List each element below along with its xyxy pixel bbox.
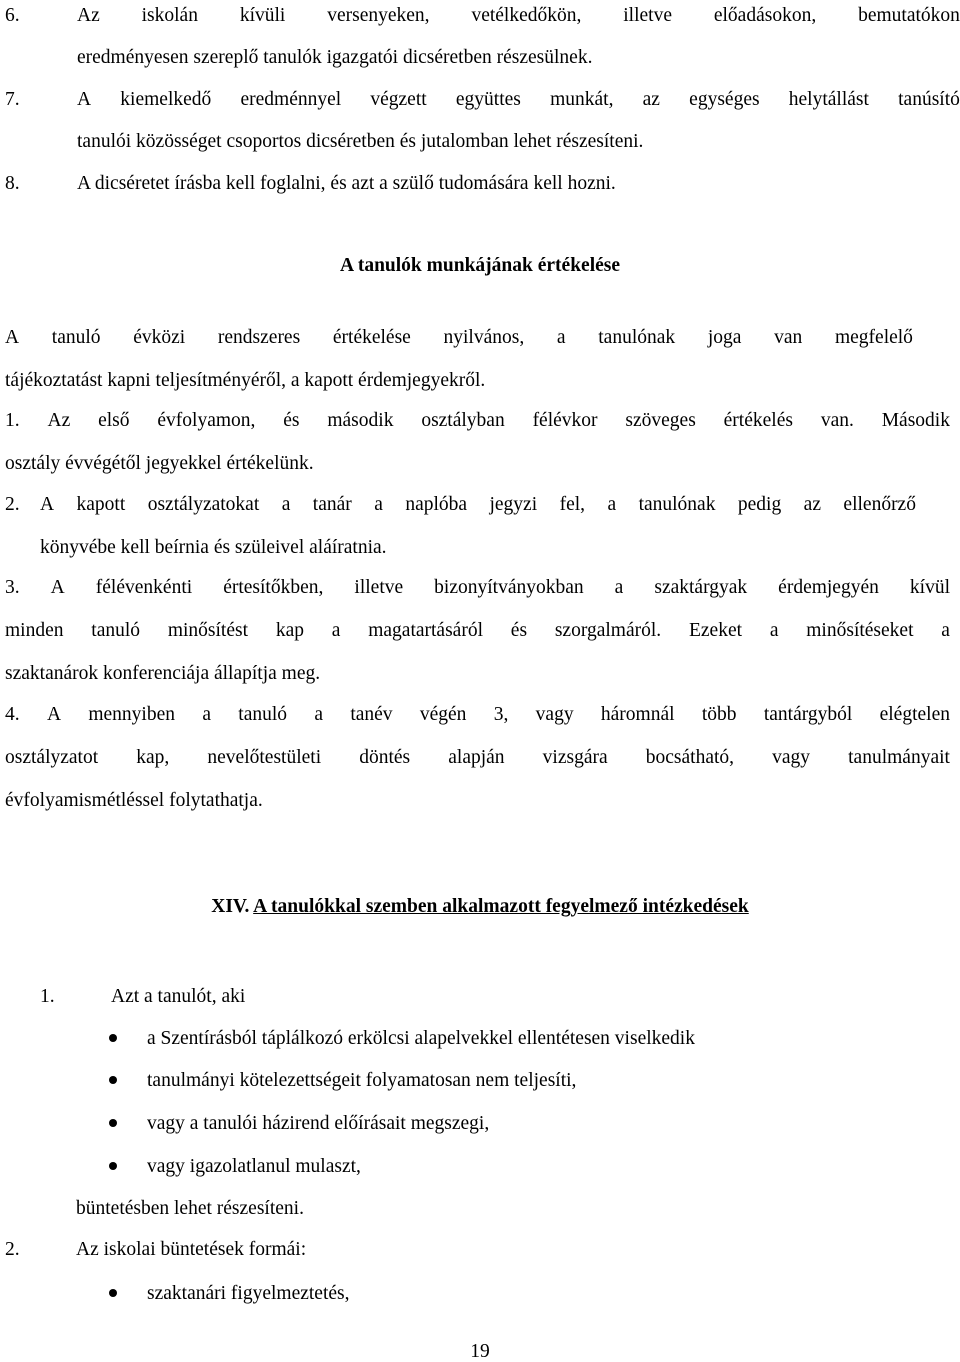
bullet-icon (109, 1076, 117, 1084)
word: megfelelő (834, 327, 913, 348)
word: iskolán (141, 5, 198, 26)
word: szöveges (625, 410, 696, 431)
word: kiemelkedő (120, 89, 212, 110)
word: szorgalmáról. (554, 620, 662, 641)
word: munkát, (550, 89, 614, 110)
list-item-text: Azt a tanulót, aki (111, 986, 246, 1007)
word: az (803, 494, 821, 515)
word: a (374, 494, 383, 515)
word: évközi (133, 327, 186, 348)
word: tanúsító (898, 89, 960, 110)
list-item-closing: büntetésben lehet részesíteni. (76, 1198, 304, 1219)
paragraph-line (5, 621, 950, 641)
section-heading: A tanulók munkájának értékelése (339, 255, 621, 276)
bullet-item: vagy igazolatlanul mulaszt, (147, 1156, 361, 1177)
word: pedig (737, 494, 782, 515)
list-item-text (77, 6, 960, 26)
word: tantárgyból (763, 704, 853, 725)
word: nyilvános, (443, 327, 525, 348)
word: tanulónak (598, 327, 676, 348)
word: kapott (76, 494, 126, 515)
word: mennyiben (88, 704, 175, 725)
word: 1. (5, 410, 20, 431)
word: a (331, 620, 341, 641)
word: értesítőkben, (223, 577, 324, 598)
word: tanuló (238, 704, 288, 725)
word: bocsátható, (645, 747, 735, 768)
word: a (314, 704, 323, 725)
word: eredménnyel (240, 89, 342, 110)
word: nevelőtestületi (207, 747, 322, 768)
bullet-icon (109, 1034, 117, 1042)
word: ellenőrző (843, 494, 916, 515)
word: Az (77, 5, 100, 26)
word: jegyzi (489, 494, 538, 515)
bullet-icon (109, 1289, 117, 1297)
word: a (941, 620, 950, 641)
word: magatartásáról (368, 620, 483, 641)
word: tanuló (51, 327, 101, 348)
word: a (281, 494, 291, 515)
word: háromnál (600, 704, 675, 725)
word: A (46, 704, 62, 725)
word: és (283, 410, 300, 431)
word: joga (707, 327, 742, 348)
word: A (50, 577, 65, 598)
word: kívül (909, 577, 950, 598)
word: kap (275, 620, 304, 641)
list-number: 7. (5, 89, 20, 110)
word: szaktárgyak (654, 577, 748, 598)
word: kap, (136, 747, 170, 768)
word: együttes (455, 89, 521, 110)
paragraph-line: osztály évvégétől jegyekkel értékelünk. (5, 453, 314, 474)
list-number: 8. (5, 173, 20, 194)
word: illetve (354, 577, 404, 598)
list-number: 2. (5, 1239, 20, 1260)
word: A (40, 494, 55, 515)
word: vetélkedőkön, (471, 5, 582, 26)
word: A (5, 327, 20, 348)
paragraph-line (5, 578, 950, 598)
word: helytállást (788, 89, 869, 110)
word: a (607, 494, 617, 515)
list-item-text (77, 90, 960, 110)
word: 3, (493, 704, 509, 725)
word: versenyeken, (327, 5, 430, 26)
word: évfolyamon, (157, 410, 256, 431)
word: osztályzatokat (147, 494, 260, 515)
paragraph-line (5, 411, 950, 431)
bullet-icon (109, 1162, 117, 1170)
word: a (202, 704, 211, 725)
paragraph-line: évfolyamismétléssel folytathatja. (5, 790, 263, 811)
word: egységes (689, 89, 760, 110)
list-item-text: Az iskolai büntetések formái: (76, 1239, 307, 1260)
word: alapján (448, 747, 505, 768)
word: A (77, 89, 92, 110)
word: osztályzatot (5, 747, 99, 768)
chapter-heading (0, 897, 960, 917)
chapter-number: XIV. (211, 896, 250, 917)
paragraph-line: szaktanárok konferenciája állapítja meg. (5, 663, 321, 684)
word: osztályban (421, 410, 505, 431)
paragraph-line (5, 705, 950, 725)
word: a (614, 577, 624, 598)
word: értékelés (723, 410, 793, 431)
word: több (701, 704, 737, 725)
list-number: 2. (5, 494, 20, 515)
word: tanuló (91, 620, 141, 641)
paragraph-line (40, 495, 916, 515)
list-item-text: tanulói közösséget csoportos dicséretben és jutalomban lehet részesíteni. (77, 131, 644, 152)
word: a (769, 620, 779, 641)
word: minősítést (167, 620, 249, 641)
word: félévenkénti (95, 577, 193, 598)
word: van. (820, 410, 854, 431)
word: végzett (370, 89, 427, 110)
word: érdemjegyén (778, 577, 879, 598)
word: kívüli (239, 5, 286, 26)
word: van (774, 327, 803, 348)
word: és (510, 620, 528, 641)
word: vagy (772, 747, 811, 768)
word: tanár (312, 494, 352, 515)
word: bemutatókon (858, 5, 960, 26)
word: a (556, 327, 566, 348)
list-number: 1. (40, 986, 55, 1007)
word: rendszeres (217, 327, 301, 348)
word: fel, (559, 494, 586, 515)
page-number: 19 (470, 1341, 490, 1362)
bullet-item: vagy a tanulói házirend előírásait megszegi, (147, 1113, 490, 1134)
chapter-title: A tanulókkal szemben alkalmazott fegyelmező intézkedések (253, 896, 749, 917)
word: bizonyítványokban (434, 577, 584, 598)
word: elégtelen (879, 704, 950, 725)
word: félévkor (532, 410, 598, 431)
word: 4. (5, 704, 20, 725)
paragraph-line (5, 748, 950, 768)
paragraph-line: tájékoztatást kapni teljesítményéről, a kapott érdemjegyekről. (5, 370, 486, 391)
list-item-text: eredményesen szereplő tanulók igazgatói dicséretben részesülnek. (77, 47, 593, 68)
word: Ezeket (688, 620, 743, 641)
bullet-icon (109, 1119, 117, 1127)
word: döntés (359, 747, 411, 768)
word: Második (881, 410, 950, 431)
word: előadásokon, (713, 5, 817, 26)
word: naplóba (405, 494, 468, 515)
word: minősítéseket (806, 620, 914, 641)
word: 3. (5, 577, 20, 598)
word: első (98, 410, 130, 431)
word: vizsgára (542, 747, 608, 768)
word: vagy (535, 704, 574, 725)
word: értékelése (332, 327, 411, 348)
word: végén (419, 704, 467, 725)
bullet-item: tanulmányi kötelezettségeit folyamatosan nem teljesíti, (147, 1070, 577, 1091)
bullet-item: a Szentírásból táplálkozó erkölcsi alapelvekkel ellentétesen viselkedik (147, 1028, 695, 1049)
word: Az (47, 410, 71, 431)
word: az (642, 89, 660, 110)
bullet-item: szaktanári figyelmeztetés, (147, 1283, 350, 1304)
word: illetve (623, 5, 672, 26)
word: tanulmányait (848, 747, 950, 768)
word: második (327, 410, 394, 431)
word: minden (5, 620, 64, 641)
word: tanulónak (638, 494, 716, 515)
paragraph-line: könyvébe kell beírnia és szüleivel aláíratnia. (40, 537, 387, 558)
list-item-text: A dicséretet írásba kell foglalni, és azt a szülő tudomására kell hozni. (77, 173, 616, 194)
paragraph-line (5, 328, 913, 348)
word: tanév (350, 704, 393, 725)
list-number: 6. (5, 5, 20, 26)
